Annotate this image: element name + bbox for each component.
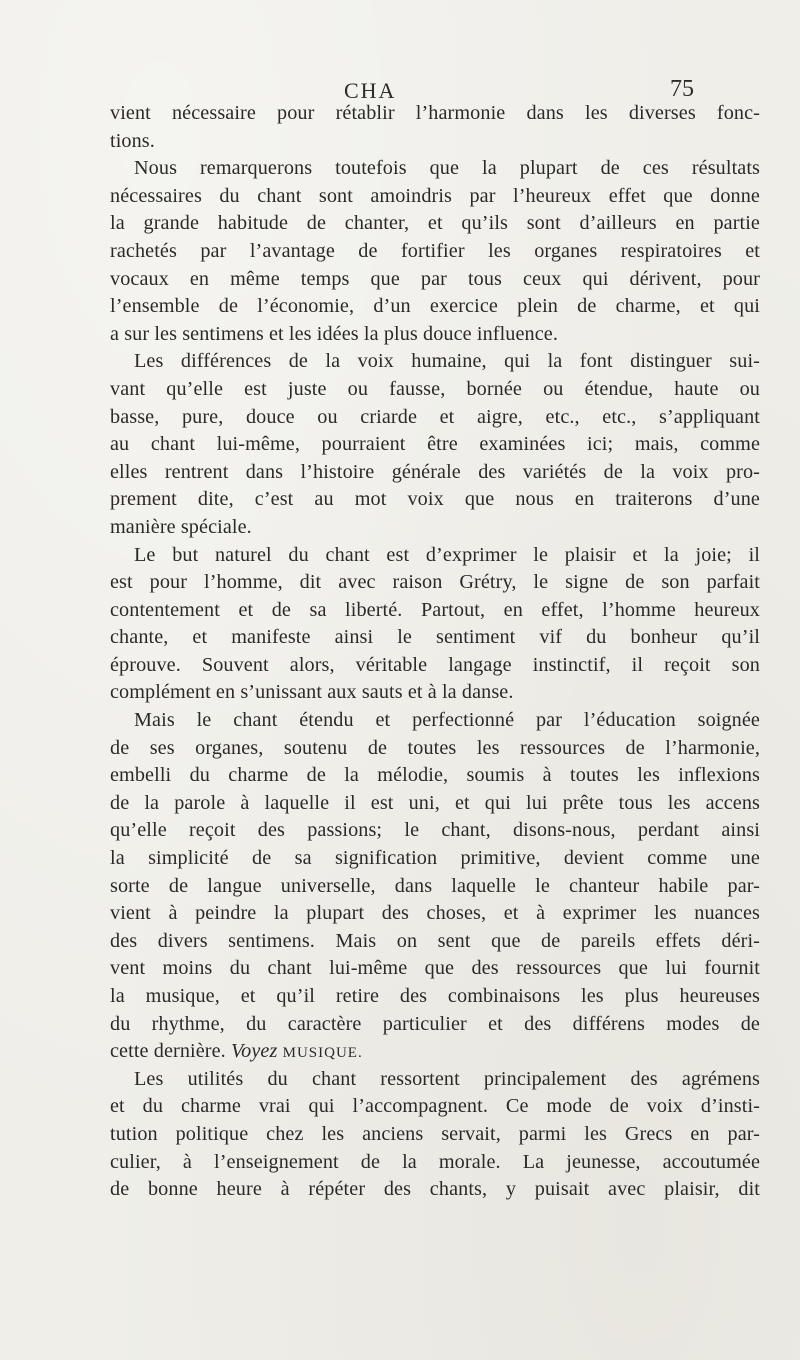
text-line: vent moins du chant lui-même que des ressources que lui fournit (110, 957, 760, 980)
text-line: basse, pure, douce ou criarde et aigre, etc., etc., s’appliquant (110, 405, 760, 428)
text-line: de bonne heure à répéter des chants, y puisait avec plaisir, dit (110, 1178, 760, 1201)
text-line-crossref (110, 1038, 760, 1066)
text-line: rachetés par l’avantage de fortifier les organes respiratoires et (110, 239, 760, 262)
text-line: Les différences de la voix humaine, qui la font distinguer sui- (134, 350, 760, 373)
text-line: Le but naturel du chant est d’exprimer le plaisir et la joie; il (134, 543, 760, 566)
text-line: culier, à l’enseignement de la morale. La jeunesse, accoutumée (110, 1150, 760, 1173)
text-line: vient à peindre la plupart des choses, et à exprimer les nuances (110, 902, 760, 925)
text-line: qu’elle reçoit des passions; le chant, disons-nous, perdant ainsi (110, 819, 760, 842)
text-line: et du charme vrai qui l’accompagnent. Ce mode de voix d’insti- (110, 1095, 760, 1118)
text-line: manière spéciale. (110, 515, 252, 538)
text-line: vient nécessaire pour rétablir l’harmonie dans les diverses fonc- (110, 102, 760, 124)
text-line: elles rentrent dans l’histoire générale des variétés de la voix pro- (110, 460, 760, 483)
text-line: la grande habitude de chanter, et qu’ils sont d’ailleurs en partie (110, 212, 760, 235)
text-line: Les utilités du chant ressortent principalement des agrémens (134, 1067, 760, 1090)
text-line: tution politique chez les anciens servait, parmi les Grecs en par- (110, 1122, 760, 1145)
text-line: de ses organes, soutenu de toutes les ressources de l’harmonie, (110, 736, 760, 759)
body-text (110, 100, 760, 1204)
text-line: contentement et de sa liberté. Partout, en effet, l’homme heureux (110, 598, 760, 621)
text-line: l’ensemble de l’économie, d’un exercice plein de charme, et qui (110, 295, 760, 318)
text-line: complément en s’unissant aux sauts et à la danse. (110, 681, 514, 704)
text-line: nécessaires du chant sont amoindris par l’heureux effet que donne (110, 184, 760, 207)
text-line: est pour l’homme, dit avec raison Grétry, le signe de son parfait (110, 571, 760, 594)
crossref-see: Voyez (230, 1040, 278, 1063)
text-line: au chant lui-même, pourraient être examinées ici; mais, comme (110, 433, 760, 456)
running-head: CHA (344, 78, 397, 103)
text-line: embelli du charme de la mélodie, soumis à toutes les inflexions (110, 764, 760, 787)
text-line: chante, et manifeste ainsi le sentiment vif du bonheur qu’il (110, 626, 760, 649)
text-line: cette dernière. (110, 1040, 226, 1063)
text-line: a sur les sentimens et les idées la plus douce influence. (110, 322, 559, 345)
page-number: 75 (670, 76, 694, 102)
text-line: Mais le chant étendu et perfectionné par l’éducation soignée (134, 709, 760, 732)
text-line: prement dite, c’est au mot voix que nous en traiterons d’une (110, 488, 760, 511)
text-line: vant qu’elle est juste ou fausse, bornée ou étendue, haute ou (110, 377, 760, 400)
text-line: la musique, et qu’il retire des combinaisons les plus heureuses (110, 985, 760, 1007)
text-line: éprouve. Souvent alors, véritable langage instinctif, il reçoit son (110, 653, 760, 676)
text-line: sorte de langue universelle, dans laquelle le chanteur habile par- (110, 874, 760, 897)
text-line: la simplicité de sa signification primitive, devient comme une (110, 847, 760, 870)
crossref-target: MUSIQUE. (282, 1045, 363, 1062)
text-line: tions. (110, 129, 155, 152)
text-line: Nous remarquerons toutefois que la plupart de ces résultats (134, 157, 760, 180)
text-line: vocaux en même temps que par tous ceux qui dérivent, pour (110, 267, 760, 290)
text-line: de la parole à laquelle il est uni, et qui lui prête tous les accens (110, 791, 760, 814)
text-line: du rhythme, du caractère particulier et des différens modes de (110, 1012, 760, 1035)
text-line: des divers sentimens. Mais on sent que de pareils effets déri- (110, 929, 760, 952)
